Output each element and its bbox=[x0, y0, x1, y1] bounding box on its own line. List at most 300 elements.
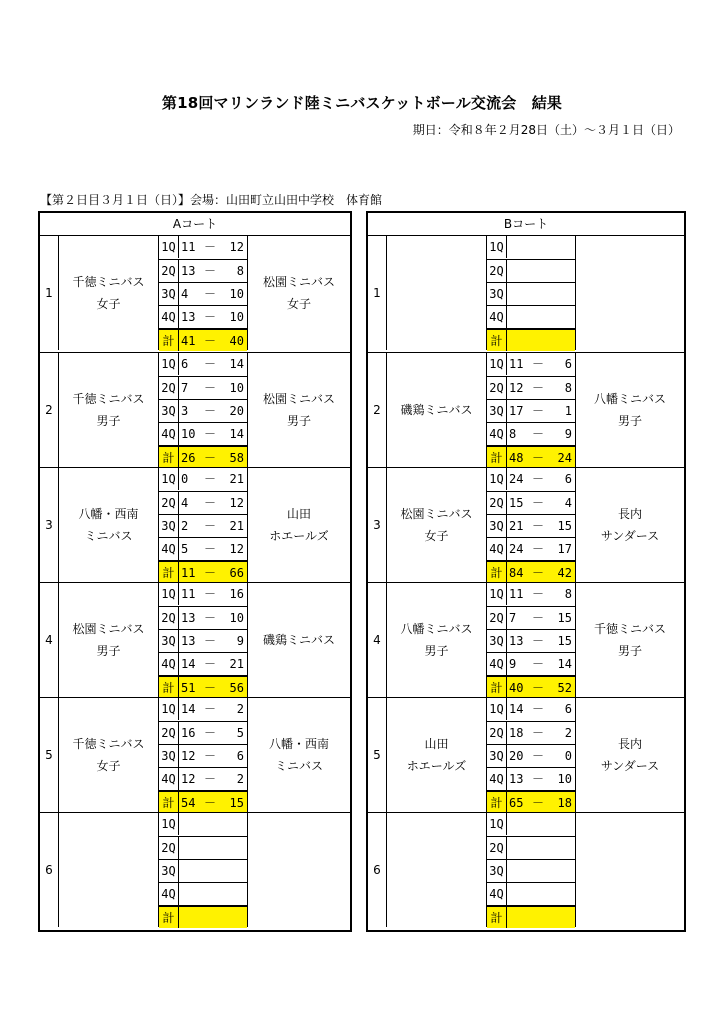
team-away-name: 山田 ホエールズ bbox=[269, 507, 329, 543]
total-label: 計 bbox=[159, 907, 179, 928]
score-box bbox=[159, 468, 248, 582]
match-number: 6 bbox=[368, 813, 387, 927]
quarter-row bbox=[487, 305, 575, 328]
quarter-label: 1Q bbox=[159, 236, 179, 258]
score-away: 10 bbox=[229, 381, 244, 395]
team-away bbox=[248, 813, 350, 927]
score-box bbox=[159, 236, 248, 350]
score-box bbox=[487, 468, 576, 582]
score-home: 4 bbox=[181, 287, 189, 301]
score-home: 4 bbox=[181, 496, 189, 510]
score-home: 11 bbox=[181, 240, 196, 254]
quarter-label: 3Q bbox=[487, 515, 507, 537]
score-dash: － bbox=[531, 796, 544, 810]
match-row bbox=[368, 352, 684, 467]
session-info: 【第２日目３月１日（日）】会場：山田町立山田中学校 体育館 bbox=[40, 193, 383, 207]
quarter-label: 3Q bbox=[159, 860, 179, 882]
match-row bbox=[40, 352, 350, 467]
match-row bbox=[40, 697, 350, 812]
score-box bbox=[487, 353, 576, 467]
score-box bbox=[159, 698, 248, 812]
total-label: 計 bbox=[487, 330, 507, 351]
quarter-row bbox=[159, 399, 247, 422]
score-box bbox=[487, 236, 576, 350]
quarter-row bbox=[487, 721, 575, 744]
total-row bbox=[487, 675, 575, 698]
score-dash: － bbox=[531, 404, 544, 418]
total-label: 計 bbox=[159, 562, 179, 583]
quarter-row bbox=[487, 468, 575, 490]
score-home: 12 bbox=[509, 381, 524, 395]
team-home bbox=[59, 813, 159, 927]
score-dash: － bbox=[203, 587, 216, 601]
team-home bbox=[387, 236, 487, 350]
quarter-row bbox=[487, 583, 575, 605]
quarter-row bbox=[487, 606, 575, 629]
score-away: 15 bbox=[557, 634, 572, 648]
score-dash: － bbox=[531, 611, 544, 625]
score-dash: － bbox=[531, 772, 544, 786]
score-away: 15 bbox=[557, 611, 572, 625]
quarter-row bbox=[159, 698, 247, 720]
quarter-row bbox=[159, 353, 247, 375]
total-row bbox=[487, 445, 575, 468]
score-box bbox=[487, 698, 576, 812]
score-away: 0 bbox=[564, 749, 572, 763]
match-number: 2 bbox=[40, 353, 59, 467]
score-away: 14 bbox=[229, 357, 244, 371]
quarter-row bbox=[487, 859, 575, 882]
score-away: 16 bbox=[229, 587, 244, 601]
quarter-row bbox=[159, 744, 247, 767]
court-b-table bbox=[366, 211, 686, 932]
score-dash: － bbox=[203, 451, 216, 465]
match-number: 3 bbox=[40, 468, 59, 582]
quarter-row bbox=[487, 537, 575, 560]
team-home bbox=[387, 583, 487, 697]
quarter-label: 3Q bbox=[159, 745, 179, 767]
score-dash: － bbox=[203, 796, 216, 810]
quarter-row bbox=[159, 305, 247, 328]
match-number: 1 bbox=[368, 236, 387, 350]
team-home-name: 八幡ミニバス 男子 bbox=[400, 622, 473, 658]
team-away-name: 長内 サンダース bbox=[600, 507, 660, 543]
quarter-row bbox=[159, 282, 247, 305]
score-home: 7 bbox=[509, 611, 517, 625]
quarter-row bbox=[487, 514, 575, 537]
quarter-label: 3Q bbox=[487, 283, 507, 305]
quarter-label: 2Q bbox=[487, 722, 507, 744]
score-away: 21 bbox=[229, 519, 244, 533]
score-home: 13 bbox=[181, 611, 196, 625]
quarter-label: 3Q bbox=[487, 860, 507, 882]
quarter-label: 3Q bbox=[487, 745, 507, 767]
score-home: 16 bbox=[181, 726, 196, 740]
court-header: Aコート bbox=[40, 213, 350, 236]
score-away: 2 bbox=[236, 772, 244, 786]
score-dash: － bbox=[203, 519, 216, 533]
score-home: 18 bbox=[509, 726, 524, 740]
score-dash: － bbox=[531, 587, 544, 601]
team-home-name: 磯鶏ミニバス bbox=[400, 403, 473, 417]
quarter-label: 1Q bbox=[159, 353, 179, 375]
quarter-row bbox=[487, 836, 575, 859]
quarter-row bbox=[487, 353, 575, 375]
score-dash: － bbox=[531, 657, 544, 671]
score-home: 12 bbox=[181, 749, 196, 763]
score-away: 21 bbox=[229, 657, 244, 671]
score-dash: － bbox=[531, 634, 544, 648]
team-away bbox=[248, 583, 350, 697]
score-away: 5 bbox=[236, 726, 244, 740]
score-away: 10 bbox=[557, 772, 572, 786]
quarter-row bbox=[487, 259, 575, 282]
quarter-label: 1Q bbox=[487, 813, 507, 835]
score-dash: － bbox=[203, 472, 216, 486]
quarter-label: 2Q bbox=[159, 607, 179, 629]
score-away: 20 bbox=[229, 404, 244, 418]
quarter-row bbox=[159, 491, 247, 514]
score-dash: － bbox=[531, 749, 544, 763]
quarter-row bbox=[159, 813, 247, 835]
match-number: 5 bbox=[368, 698, 387, 812]
team-away bbox=[576, 813, 684, 927]
quarter-label: 1Q bbox=[487, 698, 507, 720]
quarter-label: 2Q bbox=[159, 260, 179, 282]
total-row bbox=[159, 790, 247, 813]
score-home: 13 bbox=[509, 634, 524, 648]
team-home-name: 山田 ホエールズ bbox=[406, 737, 467, 773]
score-dash: － bbox=[531, 542, 544, 556]
score-dash: － bbox=[531, 451, 544, 465]
team-home-name: 千徳ミニバス 女子 bbox=[72, 275, 145, 311]
quarter-row bbox=[159, 537, 247, 560]
total-row bbox=[159, 675, 247, 698]
score-home: 11 bbox=[181, 587, 196, 601]
score-away: 10 bbox=[229, 310, 244, 324]
total-home: 65 bbox=[509, 796, 524, 810]
quarter-row bbox=[159, 259, 247, 282]
quarter-label: 3Q bbox=[159, 515, 179, 537]
quarter-row bbox=[487, 282, 575, 305]
quarter-label: 2Q bbox=[487, 837, 507, 859]
score-away: 6 bbox=[236, 749, 244, 763]
quarter-label: 4Q bbox=[159, 423, 179, 445]
score-away: 17 bbox=[557, 542, 572, 556]
team-home-name: 松園ミニバス 男子 bbox=[72, 622, 145, 658]
quarter-label: 1Q bbox=[159, 583, 179, 605]
team-away-name: 松園ミニバス 男子 bbox=[262, 392, 335, 428]
quarter-label: 2Q bbox=[487, 607, 507, 629]
quarter-label: 3Q bbox=[159, 400, 179, 422]
total-label: 計 bbox=[487, 907, 507, 928]
quarter-label: 4Q bbox=[487, 423, 507, 445]
total-row bbox=[487, 905, 575, 928]
score-dash: － bbox=[203, 681, 216, 695]
team-home-name: 千徳ミニバス 男子 bbox=[72, 392, 145, 428]
quarter-row bbox=[159, 514, 247, 537]
quarter-label: 4Q bbox=[487, 538, 507, 560]
score-dash: － bbox=[203, 702, 216, 716]
score-away: 14 bbox=[229, 427, 244, 441]
total-label: 計 bbox=[487, 677, 507, 698]
quarter-label: 2Q bbox=[487, 377, 507, 399]
quarter-row bbox=[159, 236, 247, 258]
match-row bbox=[368, 582, 684, 697]
quarter-row bbox=[159, 629, 247, 652]
team-home bbox=[59, 583, 159, 697]
score-dash: － bbox=[203, 566, 216, 580]
quarter-label: 1Q bbox=[159, 813, 179, 835]
quarter-row bbox=[487, 882, 575, 905]
score-home: 2 bbox=[181, 519, 189, 533]
total-row bbox=[159, 905, 247, 928]
quarter-label: 2Q bbox=[159, 492, 179, 514]
quarter-label: 4Q bbox=[159, 653, 179, 675]
score-dash: － bbox=[203, 657, 216, 671]
score-dash: － bbox=[203, 634, 216, 648]
total-away: 18 bbox=[557, 796, 572, 810]
quarter-row bbox=[487, 767, 575, 790]
team-away bbox=[576, 698, 684, 812]
score-home: 11 bbox=[509, 587, 524, 601]
score-home: 13 bbox=[181, 310, 196, 324]
quarter-label: 2Q bbox=[159, 837, 179, 859]
match-row bbox=[40, 236, 350, 350]
score-away: 4 bbox=[564, 496, 572, 510]
score-home: 21 bbox=[509, 519, 524, 533]
team-away bbox=[248, 468, 350, 582]
total-home: 11 bbox=[181, 566, 196, 580]
score-home: 10 bbox=[181, 427, 196, 441]
team-away-name: 千徳ミニバス 男子 bbox=[593, 622, 666, 658]
quarter-label: 1Q bbox=[159, 698, 179, 720]
score-dash: － bbox=[531, 381, 544, 395]
team-home-name: 八幡・西南 ミニバス bbox=[78, 507, 139, 543]
score-dash: － bbox=[531, 702, 544, 716]
match-number: 2 bbox=[368, 353, 387, 467]
score-away: 12 bbox=[229, 496, 244, 510]
quarter-label: 2Q bbox=[159, 377, 179, 399]
total-away: 58 bbox=[229, 451, 244, 465]
quarter-label: 4Q bbox=[159, 538, 179, 560]
score-dash: － bbox=[203, 334, 216, 348]
total-row bbox=[159, 445, 247, 468]
score-home: 14 bbox=[181, 657, 196, 671]
total-home: 84 bbox=[509, 566, 524, 580]
match-number: 1 bbox=[40, 236, 59, 350]
total-home: 54 bbox=[181, 796, 196, 810]
score-box bbox=[487, 813, 576, 927]
score-home: 13 bbox=[181, 264, 196, 278]
team-home bbox=[59, 236, 159, 350]
score-away: 2 bbox=[236, 702, 244, 716]
total-label: 計 bbox=[487, 562, 507, 583]
score-dash: － bbox=[531, 681, 544, 695]
score-dash: － bbox=[203, 381, 216, 395]
score-home: 5 bbox=[181, 542, 189, 556]
team-home bbox=[387, 813, 487, 927]
total-away: 15 bbox=[229, 796, 244, 810]
score-away: 9 bbox=[236, 634, 244, 648]
score-box bbox=[159, 813, 248, 927]
quarter-label: 2Q bbox=[487, 260, 507, 282]
score-away: 14 bbox=[557, 657, 572, 671]
score-dash: － bbox=[203, 611, 216, 625]
score-dash: － bbox=[203, 357, 216, 371]
total-home: 26 bbox=[181, 451, 196, 465]
match-row bbox=[368, 697, 684, 812]
quarter-label: 1Q bbox=[487, 236, 507, 258]
total-label: 計 bbox=[159, 330, 179, 351]
team-away-name: 磯鶏ミニバス bbox=[262, 633, 335, 647]
score-home: 0 bbox=[181, 472, 189, 486]
score-dash: － bbox=[203, 772, 216, 786]
quarter-row bbox=[159, 468, 247, 490]
quarter-row bbox=[487, 652, 575, 675]
quarter-label: 4Q bbox=[487, 653, 507, 675]
total-row bbox=[159, 328, 247, 351]
total-label: 計 bbox=[159, 792, 179, 813]
quarter-row bbox=[487, 376, 575, 399]
quarter-label: 4Q bbox=[487, 883, 507, 905]
quarter-row bbox=[487, 813, 575, 835]
team-away-name: 松園ミニバス 女子 bbox=[262, 275, 335, 311]
quarter-label: 1Q bbox=[159, 468, 179, 490]
score-home: 12 bbox=[181, 772, 196, 786]
score-dash: － bbox=[203, 496, 216, 510]
total-row bbox=[487, 790, 575, 813]
event-date: 期日：令和８年２月28日（土）～３月１日（日） bbox=[412, 123, 680, 137]
court-header: Bコート bbox=[368, 213, 684, 236]
score-home: 14 bbox=[509, 702, 524, 716]
quarter-row bbox=[487, 491, 575, 514]
score-box bbox=[159, 583, 248, 697]
score-home: 20 bbox=[509, 749, 524, 763]
score-away: 10 bbox=[229, 287, 244, 301]
quarter-row bbox=[159, 583, 247, 605]
quarter-row bbox=[159, 422, 247, 445]
match-row bbox=[368, 236, 684, 350]
total-row bbox=[159, 560, 247, 583]
team-home bbox=[387, 353, 487, 467]
total-label: 計 bbox=[159, 677, 179, 698]
score-away: 21 bbox=[229, 472, 244, 486]
quarter-row bbox=[487, 629, 575, 652]
match-number: 4 bbox=[368, 583, 387, 697]
quarter-label: 3Q bbox=[159, 283, 179, 305]
total-home: 41 bbox=[181, 334, 196, 348]
match-number: 4 bbox=[40, 583, 59, 697]
court-a-table bbox=[38, 211, 352, 932]
score-home: 11 bbox=[509, 357, 524, 371]
score-dash: － bbox=[203, 749, 216, 763]
score-away: 15 bbox=[557, 519, 572, 533]
score-away: 8 bbox=[564, 587, 572, 601]
score-home: 15 bbox=[509, 496, 524, 510]
team-home-name: 千徳ミニバス 女子 bbox=[72, 737, 145, 773]
score-home: 6 bbox=[181, 357, 189, 371]
team-home bbox=[59, 468, 159, 582]
match-row bbox=[40, 467, 350, 582]
match-number: 6 bbox=[40, 813, 59, 927]
score-home: 14 bbox=[181, 702, 196, 716]
score-away: 9 bbox=[564, 427, 572, 441]
quarter-row bbox=[159, 606, 247, 629]
quarter-label: 2Q bbox=[159, 722, 179, 744]
team-away bbox=[576, 583, 684, 697]
team-away-name: 八幡ミニバス 男子 bbox=[593, 392, 666, 428]
score-away: 10 bbox=[229, 611, 244, 625]
score-away: 2 bbox=[564, 726, 572, 740]
match-number: 5 bbox=[40, 698, 59, 812]
quarter-label: 2Q bbox=[487, 492, 507, 514]
quarter-label: 1Q bbox=[487, 468, 507, 490]
score-dash: － bbox=[203, 404, 216, 418]
team-home bbox=[59, 353, 159, 467]
score-dash: － bbox=[531, 726, 544, 740]
score-dash: － bbox=[531, 519, 544, 533]
score-dash: － bbox=[203, 264, 216, 278]
quarter-row bbox=[487, 399, 575, 422]
match-number: 3 bbox=[368, 468, 387, 582]
quarter-label: 4Q bbox=[159, 306, 179, 328]
quarter-row bbox=[159, 376, 247, 399]
score-home: 7 bbox=[181, 381, 189, 395]
team-away-name: 八幡・西南 ミニバス bbox=[268, 737, 329, 773]
score-dash: － bbox=[203, 427, 216, 441]
team-away bbox=[576, 353, 684, 467]
total-away: 52 bbox=[557, 681, 572, 695]
score-away: 8 bbox=[564, 381, 572, 395]
match-row bbox=[368, 812, 684, 927]
quarter-row bbox=[487, 236, 575, 258]
score-home: 24 bbox=[509, 542, 524, 556]
total-home: 48 bbox=[509, 451, 524, 465]
score-away: 6 bbox=[564, 702, 572, 716]
quarter-row bbox=[159, 882, 247, 905]
total-label: 計 bbox=[159, 447, 179, 468]
score-home: 13 bbox=[509, 772, 524, 786]
quarter-row bbox=[159, 721, 247, 744]
quarter-row bbox=[487, 744, 575, 767]
quarter-label: 3Q bbox=[159, 630, 179, 652]
score-dash: － bbox=[531, 427, 544, 441]
quarter-row bbox=[159, 652, 247, 675]
score-home: 24 bbox=[509, 472, 524, 486]
quarter-label: 4Q bbox=[159, 768, 179, 790]
score-box bbox=[159, 353, 248, 467]
total-away: 40 bbox=[229, 334, 244, 348]
total-away: 24 bbox=[557, 451, 572, 465]
total-row bbox=[487, 560, 575, 583]
team-home bbox=[387, 468, 487, 582]
score-away: 6 bbox=[564, 472, 572, 486]
score-home: 13 bbox=[181, 634, 196, 648]
score-dash: － bbox=[203, 240, 216, 254]
score-home: 8 bbox=[509, 427, 517, 441]
total-home: 51 bbox=[181, 681, 196, 695]
score-dash: － bbox=[203, 287, 216, 301]
quarter-label: 1Q bbox=[487, 583, 507, 605]
quarter-label: 3Q bbox=[487, 630, 507, 652]
total-label: 計 bbox=[487, 447, 507, 468]
score-home: 9 bbox=[509, 657, 517, 671]
score-home: 3 bbox=[181, 404, 189, 418]
quarter-row bbox=[159, 859, 247, 882]
quarter-label: 3Q bbox=[487, 400, 507, 422]
score-box bbox=[487, 583, 576, 697]
